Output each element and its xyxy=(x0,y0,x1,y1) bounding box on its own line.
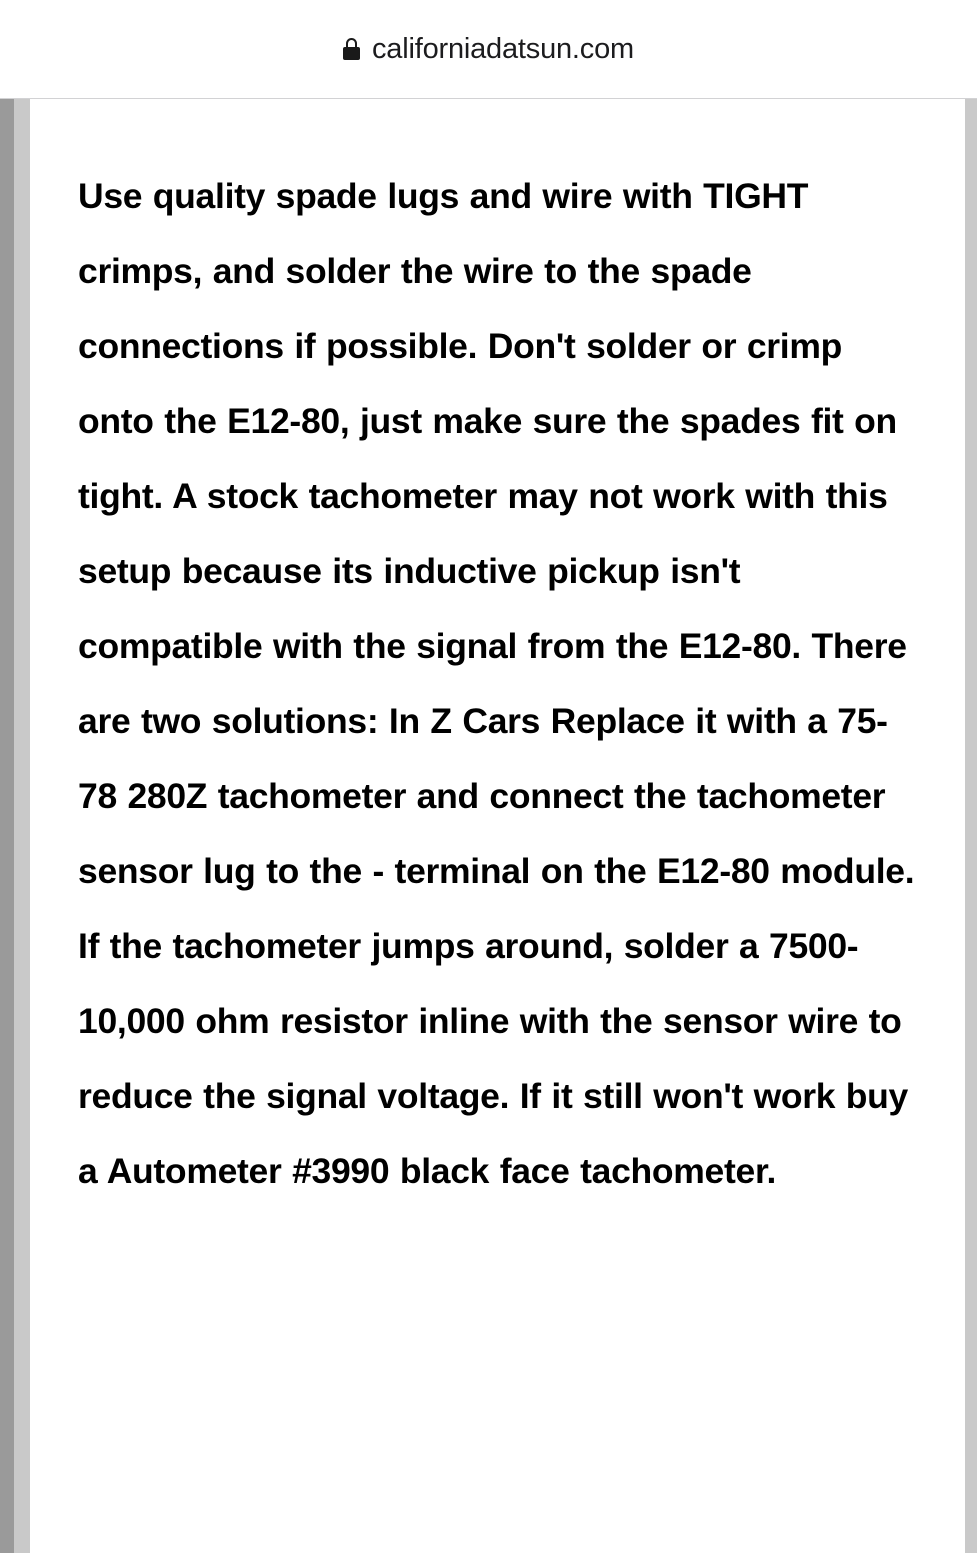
lock-icon xyxy=(343,38,360,60)
page-content xyxy=(30,99,965,1553)
page-left-gutter xyxy=(14,99,30,1553)
page-right-gutter xyxy=(965,99,977,1553)
address-bar-content[interactable] xyxy=(343,33,634,66)
browser-address-bar[interactable] xyxy=(0,0,977,99)
article-body xyxy=(30,99,965,1209)
article-paragraph: Use quality spade lugs and wire with TIGHT crimps, and solder the wire to the spade connections if possible. Don't solder or crimp onto the E12-80, just make sure the spades fit on tight. A stock tachometer may not work with this setup because its inductive pickup isn't compatible with the signal from the E12-80. There are two solutions: In Z Cars Replace it with a 75-78 280Z tachometer and connect the tachometer sensor lug to the - terminal on the E12-80 module. If the tachometer jumps around, solder a 7500-10,000 ohm resistor inline with the sensor wire to reduce the signal voltage. If it still won't work buy a Autometer #3990 black face tachometer. xyxy=(78,176,915,1191)
page-viewport xyxy=(0,99,977,1553)
address-url-text[interactable]: californiadatsun.com xyxy=(372,32,634,65)
page-left-edge-shadow xyxy=(0,99,14,1553)
